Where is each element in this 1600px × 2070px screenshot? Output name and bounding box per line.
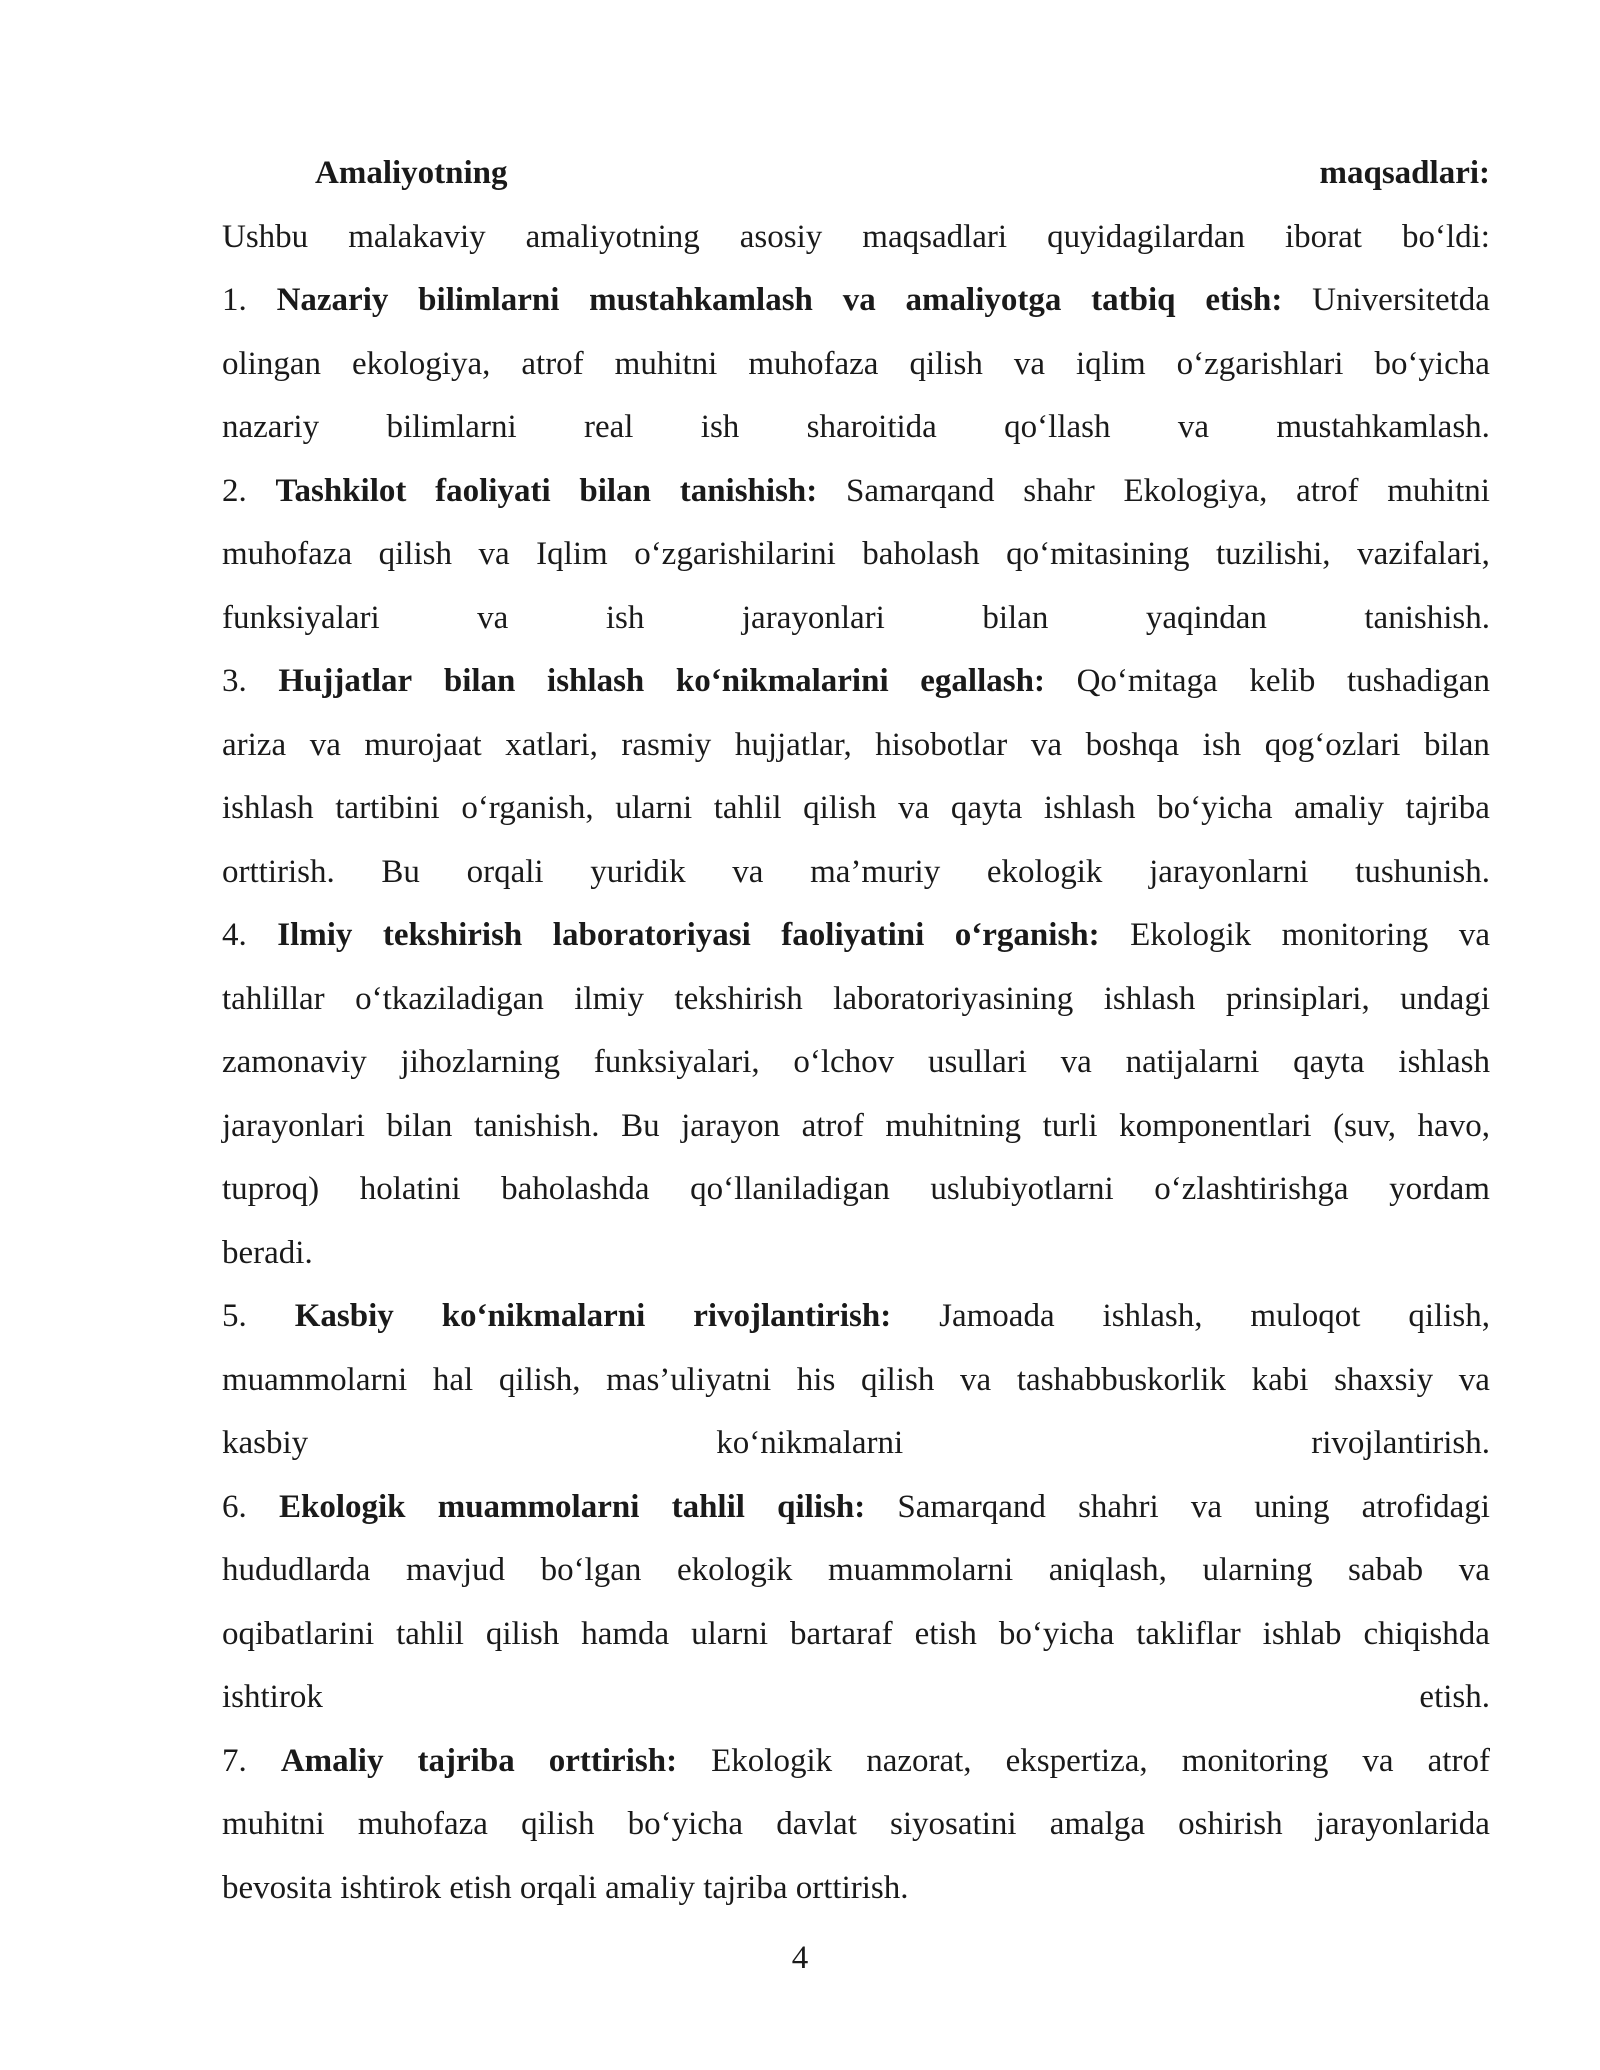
text-line xyxy=(222,1476,1490,1540)
word: maqsadlari xyxy=(862,218,1008,255)
word: boshqa xyxy=(1085,726,1180,763)
word: tuproq) xyxy=(222,1171,320,1207)
word: ma’muriy xyxy=(810,853,941,890)
word: sabab xyxy=(1348,1552,1424,1588)
word: va xyxy=(478,536,510,572)
word: shahri xyxy=(1078,1488,1159,1525)
word: olingan xyxy=(222,345,321,382)
word: ariza xyxy=(222,726,287,763)
word: usullari xyxy=(927,1044,1027,1080)
list-number: 7. xyxy=(222,1742,247,1779)
word: chiqishda xyxy=(1363,1615,1490,1652)
list-number: 2. xyxy=(222,472,247,509)
word: atrof xyxy=(1427,1742,1490,1779)
word: tushadigan xyxy=(1346,663,1490,699)
word: mas’uliyatni xyxy=(606,1361,772,1398)
word: bo‘yicha xyxy=(627,1806,744,1842)
word: yordam xyxy=(1389,1171,1490,1207)
text-line xyxy=(222,1730,1490,1794)
text-line xyxy=(222,206,1490,270)
word: amaliyotning xyxy=(525,218,700,255)
list-number: 6. xyxy=(222,1488,247,1525)
word: muammolarni xyxy=(222,1361,408,1398)
word: tashabbuskorlik xyxy=(1016,1361,1226,1398)
word: ishtirok xyxy=(340,1869,450,1906)
bold-word: ko‘nikmalarni xyxy=(441,1298,646,1334)
word: hisobotlar xyxy=(875,726,1008,763)
word: aniqlash, xyxy=(1048,1552,1167,1588)
word: etish xyxy=(914,1615,977,1652)
word: tuzilishi, xyxy=(1215,536,1331,572)
heading-right-word: maqsadlari: xyxy=(1319,155,1490,191)
word: bo‘yicha xyxy=(998,1615,1115,1652)
word: qilish xyxy=(861,1361,935,1398)
word: va xyxy=(898,790,930,826)
word: qilish xyxy=(521,1806,595,1842)
word: Bu xyxy=(381,853,420,890)
word: jarayonlari xyxy=(222,1107,365,1144)
word: oqibatlarini xyxy=(222,1615,375,1652)
word: funksiyalari xyxy=(222,599,380,636)
word: amaliy xyxy=(1294,790,1384,826)
page-number: 4 xyxy=(791,1940,809,1976)
word: o‘zgarishilarini xyxy=(634,536,836,572)
word: tahlil xyxy=(713,790,782,826)
bold-word: o‘rganish: xyxy=(954,917,1100,953)
word: ishlash xyxy=(222,790,314,826)
word: bilimlarni xyxy=(386,409,517,445)
heading-left-word: Amaliyotning xyxy=(315,155,508,191)
word: funksiyalari, xyxy=(593,1044,760,1080)
bold-word: amaliyotga xyxy=(905,282,1062,318)
bold-word: bilan xyxy=(579,472,651,509)
word: iborat xyxy=(1285,218,1362,255)
text-line xyxy=(222,1095,1490,1159)
word: yaqindan xyxy=(1145,599,1267,636)
word: ularning xyxy=(1202,1552,1313,1588)
bold-word: faoliyati xyxy=(435,472,551,509)
word: xatlari, xyxy=(505,726,598,763)
word: Samarqand xyxy=(897,1488,1046,1525)
word: ularni xyxy=(615,790,693,826)
word: muloqot xyxy=(1250,1298,1361,1334)
word: va xyxy=(732,853,764,890)
text-line xyxy=(222,1793,1490,1857)
word: ularni xyxy=(691,1615,769,1652)
word: quyidagilardan xyxy=(1047,218,1245,255)
text-line xyxy=(222,396,1490,460)
list-number: 1. xyxy=(222,282,247,318)
bold-word: ko‘nikmalarini xyxy=(675,663,889,699)
text-line xyxy=(222,269,1490,333)
word: nazorat, xyxy=(866,1742,972,1779)
word: shaxsiy xyxy=(1334,1361,1434,1398)
word: bilan xyxy=(386,1107,453,1144)
bold-word: qilish: xyxy=(777,1488,866,1525)
word: o‘tkaziladigan xyxy=(355,980,544,1017)
word: Iqlim xyxy=(536,536,608,572)
text-line xyxy=(222,841,1490,905)
word: qilish xyxy=(803,790,877,826)
word: tajriba xyxy=(1405,790,1490,826)
word: ishlash xyxy=(1043,790,1136,826)
list-number: 4. xyxy=(222,917,247,953)
word: beradi. xyxy=(222,1234,313,1271)
bold-word: mustahkamlash xyxy=(589,282,813,318)
word: muhofaza xyxy=(748,345,879,382)
bold-word: tekshirish xyxy=(382,917,523,953)
word: qayta xyxy=(1293,1044,1365,1080)
word: asosiy xyxy=(739,218,823,255)
word: jarayonlarida xyxy=(1315,1806,1490,1842)
word: o‘lchov xyxy=(793,1044,895,1080)
text-line xyxy=(222,1285,1490,1349)
word: Ekologiya, xyxy=(1123,472,1268,509)
word: ish xyxy=(700,409,740,445)
bold-word: Amaliy xyxy=(280,1742,384,1779)
word: o‘zlashtirishga xyxy=(1154,1171,1349,1207)
word: yuridik xyxy=(590,853,686,890)
word: tanishish. xyxy=(1364,599,1490,636)
word: qo‘llash xyxy=(1004,409,1111,445)
text-line xyxy=(222,1031,1490,1095)
word: o‘rganish, xyxy=(461,790,594,826)
bold-word: bilimlarni xyxy=(418,282,560,318)
bold-word: bilan xyxy=(443,663,516,699)
word: ekologik xyxy=(676,1552,793,1588)
word: malakaviy xyxy=(348,218,486,255)
word: bo‘yicha xyxy=(1157,790,1273,826)
word: hududlarda xyxy=(222,1552,371,1588)
word: ekspertiza, xyxy=(1005,1742,1148,1779)
word: hal xyxy=(432,1361,474,1398)
word: va xyxy=(1177,409,1210,445)
bold-word: faoliyatini xyxy=(781,917,925,953)
word: orqali xyxy=(466,853,544,890)
word: va xyxy=(309,726,341,763)
text-line xyxy=(222,904,1490,968)
word: rasmiy xyxy=(621,726,712,763)
word: amaliy xyxy=(605,1869,704,1906)
word: Samarqand xyxy=(846,472,995,509)
word: ilmiy xyxy=(574,980,644,1017)
word: va xyxy=(1362,1742,1394,1779)
word: va xyxy=(477,599,509,636)
word: qo‘llaniladigan xyxy=(690,1171,890,1207)
word: kabi xyxy=(1251,1361,1309,1398)
word: baholash xyxy=(862,536,980,572)
word: bilan xyxy=(982,599,1049,636)
word: mustahkamlash. xyxy=(1276,409,1490,445)
word: qayta xyxy=(950,790,1023,826)
word: havo, xyxy=(1417,1107,1490,1144)
word: vazifalari, xyxy=(1357,536,1490,572)
word: turli xyxy=(1042,1107,1098,1144)
word: muhofaza xyxy=(357,1806,488,1842)
word: bo‘yicha xyxy=(1374,345,1490,382)
word: ishtirok xyxy=(222,1679,323,1715)
word: amalga xyxy=(1049,1806,1145,1842)
bold-word: Tashkilot xyxy=(275,472,407,509)
word: Qo‘mitaga xyxy=(1076,663,1218,699)
word: holatini xyxy=(359,1171,461,1207)
word: rivojlantirish. xyxy=(1311,1425,1490,1461)
word: atrof xyxy=(521,345,584,382)
word: murojaat xyxy=(364,726,482,763)
word: natijalarni xyxy=(1125,1044,1260,1080)
word: tushunish. xyxy=(1355,853,1490,890)
word: oshirish xyxy=(1178,1806,1283,1842)
word: bevosita xyxy=(222,1869,341,1906)
word: qog‘ozlari xyxy=(1264,726,1401,763)
word: undagi xyxy=(1400,980,1490,1017)
word: tartibini xyxy=(335,790,440,826)
word: orttirish. xyxy=(222,853,335,890)
word: Jamoada xyxy=(939,1298,1055,1334)
word: hujjatlar, xyxy=(734,726,852,763)
word: muhitni xyxy=(222,1806,325,1842)
word: qilish xyxy=(378,536,452,572)
section-heading xyxy=(222,142,1490,206)
word: qilish xyxy=(485,1615,560,1652)
word: mavjud xyxy=(406,1552,505,1588)
word: tajriba xyxy=(703,1869,796,1906)
word: ish xyxy=(605,599,645,636)
word: hamda xyxy=(581,1615,670,1652)
word: baholashda xyxy=(501,1171,650,1207)
word: zamonaviy xyxy=(222,1044,367,1080)
word: bo‘lgan xyxy=(540,1552,642,1588)
bold-word: egallash: xyxy=(920,663,1045,699)
word: muhitni xyxy=(1387,472,1490,509)
word: qilish xyxy=(909,345,983,382)
word: muhitni xyxy=(614,345,718,382)
word: atrofidagi xyxy=(1361,1488,1490,1525)
word: tekshirish xyxy=(674,980,803,1017)
word: atrof xyxy=(801,1107,864,1144)
text-line xyxy=(222,968,1490,1032)
bold-word: Ekologik xyxy=(278,1488,406,1525)
word: uning xyxy=(1254,1488,1330,1525)
word: bartaraf xyxy=(790,1615,893,1652)
document-page xyxy=(222,142,1490,1920)
bold-word: Hujjatlar xyxy=(278,663,413,699)
text-line xyxy=(222,1222,1490,1286)
word: Ekologik xyxy=(711,1742,833,1779)
word: muhitning xyxy=(885,1107,1022,1144)
word: laboratoriyasining xyxy=(833,980,1074,1017)
text-line xyxy=(222,1412,1490,1476)
word: va xyxy=(1458,917,1490,953)
bold-word: ishlash xyxy=(547,663,645,699)
word: o‘zgarishlari xyxy=(1176,345,1344,382)
text-line xyxy=(222,523,1490,587)
word: his xyxy=(796,1361,836,1398)
word: va xyxy=(1458,1552,1490,1588)
bold-word: Nazariy xyxy=(276,282,389,318)
word: bo‘ldi: xyxy=(1401,218,1490,255)
word: ishlash, xyxy=(1102,1298,1203,1334)
word: kelib xyxy=(1249,663,1316,699)
word: iqlim xyxy=(1075,345,1146,382)
bold-word: tatbiq xyxy=(1091,282,1176,318)
word: tahlillar xyxy=(222,980,325,1017)
text-line xyxy=(222,650,1490,714)
word: jihozlarning xyxy=(400,1044,560,1080)
word: Ushbu xyxy=(222,218,309,255)
word: jarayon xyxy=(681,1107,781,1144)
word: muammolarni xyxy=(827,1552,1014,1588)
word: va xyxy=(1458,1361,1490,1398)
word: va xyxy=(960,1361,992,1398)
word: va xyxy=(1030,726,1063,763)
word: bilan xyxy=(1423,726,1490,763)
word: va xyxy=(1190,1488,1223,1525)
word: davlat xyxy=(776,1806,857,1842)
bold-word: tahlil xyxy=(671,1488,745,1525)
word: monitoring xyxy=(1181,1742,1329,1779)
word: qo‘mitasining xyxy=(1006,536,1190,572)
bold-word: va xyxy=(842,282,876,318)
word: ishlab xyxy=(1262,1615,1342,1652)
text-line xyxy=(222,1539,1490,1603)
word: orttirish. xyxy=(795,1869,909,1906)
text-line xyxy=(222,1666,1490,1730)
list-number: 5. xyxy=(222,1298,247,1334)
bold-word: rivojlantirish: xyxy=(693,1298,892,1334)
word: ishlash xyxy=(1398,1044,1490,1080)
text-line xyxy=(222,333,1490,397)
text-line xyxy=(222,1857,1490,1921)
word: Bu xyxy=(621,1107,660,1144)
word: uslubiyotlarni xyxy=(930,1171,1114,1207)
word: shahr xyxy=(1023,472,1095,509)
word: etish. xyxy=(1419,1679,1490,1715)
bold-word: tajriba xyxy=(417,1742,515,1779)
word: jarayonlarni xyxy=(1149,853,1309,890)
word: ekologik xyxy=(986,853,1103,890)
text-line xyxy=(222,1603,1490,1667)
word: komponentlari xyxy=(1119,1107,1312,1144)
body-text xyxy=(222,206,1490,1921)
word: nazariy xyxy=(222,409,320,445)
word: (suv, xyxy=(1333,1107,1397,1144)
word: jarayonlari xyxy=(741,599,885,636)
text-line xyxy=(222,714,1490,778)
word: ish xyxy=(1202,726,1242,763)
word: ishlash xyxy=(1103,980,1196,1017)
word: Universitetda xyxy=(1312,282,1490,318)
word: orqali xyxy=(519,1869,606,1906)
word: tahlil xyxy=(396,1615,464,1652)
bold-word: Kasbiy xyxy=(294,1298,394,1334)
text-line xyxy=(222,460,1490,524)
word: real xyxy=(583,409,634,445)
word: etish xyxy=(449,1869,520,1906)
word: muhofaza xyxy=(222,536,353,572)
word: monitoring xyxy=(1281,917,1429,953)
word: prinsiplari, xyxy=(1225,980,1370,1017)
list-number: 3. xyxy=(222,663,247,699)
bold-word: muammolarni xyxy=(437,1488,640,1525)
word: ekologiya, xyxy=(351,345,491,382)
word: takliflar xyxy=(1136,1615,1241,1652)
word: tanishish. xyxy=(473,1107,600,1144)
word: va xyxy=(1013,345,1045,382)
word: Ekologik xyxy=(1130,917,1252,953)
bold-word: orttirish: xyxy=(548,1742,678,1779)
word: qilish, xyxy=(1408,1298,1490,1334)
bold-word: Ilmiy xyxy=(277,917,353,953)
text-line xyxy=(222,587,1490,651)
text-line xyxy=(222,777,1490,841)
word: siyosatini xyxy=(890,1806,1017,1842)
word: sharoitida xyxy=(806,409,937,445)
text-line xyxy=(222,1158,1490,1222)
word: va xyxy=(1060,1044,1092,1080)
text-line xyxy=(222,1349,1490,1413)
bold-word: tanishish: xyxy=(679,472,818,509)
bold-word: laboratoriyasi xyxy=(552,917,751,953)
word: atrof xyxy=(1296,472,1359,509)
word: kasbiy xyxy=(222,1425,309,1461)
word: ko‘nikmalarni xyxy=(716,1425,904,1461)
word: qilish, xyxy=(498,1361,581,1398)
bold-word: etish: xyxy=(1205,282,1283,318)
